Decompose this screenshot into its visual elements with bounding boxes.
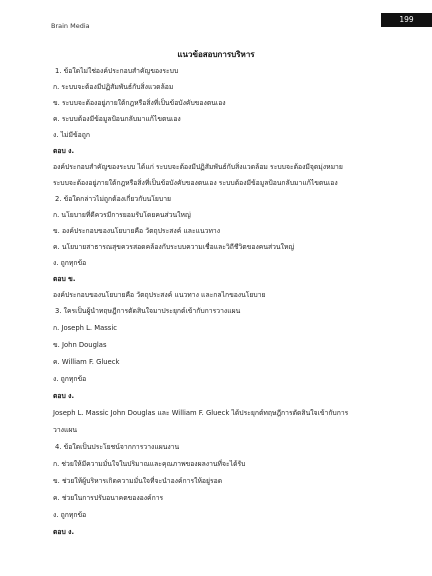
exam-content: [53, 67, 383, 537]
q3-answer: ตอบ ง.: [53, 392, 75, 400]
q1-option-b: ข. ระบบจะต้องอยู่ภายใต้กฎหรือสิ่งที่เป็นข้อบังคับของตนเอง: [53, 99, 226, 107]
q3-option-c: ค. William F. Glueck: [53, 358, 120, 366]
q1-explanation-line-2: ระบบจะต้องอยู่ภายใต้กฎหรือสิ่งที่เป็นข้อบังคับของตนเอง ระบบต้องมีข้อมูลป้อนกลับมาแก้ไขตนเอง: [53, 179, 338, 187]
q3-option-d: ง. ถูกทุกข้อ: [53, 375, 87, 383]
q3-option-b: ข. John Douglas: [53, 341, 107, 349]
question-3: 3. ใครเป็นผู้นำทฤษฎีการตัดสินใจมาประยุกต์เข้ากับการวางแผน: [55, 307, 241, 315]
q4-option-c: ค. ช่วยในการปรับอนาคตขององค์การ: [53, 494, 164, 502]
question-1: 1. ข้อใดไม่ใช่องค์ประกอบสำคัญของระบบ: [55, 67, 179, 75]
q2-option-d: ง. ถูกทุกข้อ: [53, 259, 87, 267]
q1-answer: ตอบ ง.: [53, 147, 75, 155]
q2-option-a: ก. นโยบายที่ดีควรมีการยอมรับโดยคนส่วนใหญ่: [53, 211, 191, 219]
question-2: 2. ข้อใดกล่าวไม่ถูกต้องเกี่ยวกับนโยบาย: [55, 195, 172, 203]
question-4: 4. ข้อใดเป็นประโยชน์จากการวางแผนงาน: [55, 443, 180, 451]
q1-explanation-line-1: องค์ประกอบสำคัญของระบบ ได้แก่ ระบบจะต้องมีปฏิสัมพันธ์กับสิ่งแวดล้อม ระบบจะต้องมีจุดมุ่งหมาย: [53, 163, 343, 171]
q3-explanation-line-1: Joseph L. Massic John Douglas และ William F. Glueck ได้ประยุกต์ทฤษฎีการตัดสินใจเข้ากับการ: [53, 409, 349, 417]
q2-option-c: ค. นโยบายสาธารณสุขควรสอดคล้องกับระบบความเชื่อและวิถีชีวิตของคนส่วนใหญ่: [53, 243, 295, 251]
page-title: แนวข้อสอบการบริหาร: [177, 50, 255, 59]
q3-explanation-line-2: วางแผน: [53, 426, 77, 434]
q1-option-d: ง. ไม่มีข้อถูก: [53, 131, 90, 139]
q1-option-c: ค. ระบบต้องมีข้อมูลป้อนกลับมาแก้ไขตนเอง: [53, 115, 181, 123]
q2-answer: ตอบ ข.: [53, 275, 76, 283]
q2-explanation-line-1: องค์ประกอบของนโยบายคือ วัตถุประสงค์ แนวทาง และกลไกของนโยบาย: [53, 291, 266, 299]
page-number-badge: 199: [381, 13, 432, 27]
q2-option-b: ข. องค์ประกอบของนโยบายคือ วัตถุประสงค์ และแนวทาง: [53, 227, 221, 235]
brand-header: Brain Media: [51, 22, 90, 30]
q4-answer: ตอบ ง.: [53, 528, 75, 536]
q4-option-a: ก. ช่วยให้มีความมั่นใจในปริมาณและคุณภาพของผลงานที่จะได้รับ: [53, 460, 246, 468]
q4-option-b: ข. ช่วยให้ผู้บริหารเกิดความมั่นใจที่จะนำองค์การให้อยู่รอด: [53, 477, 223, 485]
q3-option-a: ก. Joseph L. Massic: [53, 324, 117, 332]
q4-option-d: ง. ถูกทุกข้อ: [53, 511, 87, 519]
q1-option-a: ก. ระบบจะต้องมีปฏิสัมพันธ์กับสิ่งแวดล้อม: [53, 83, 174, 91]
